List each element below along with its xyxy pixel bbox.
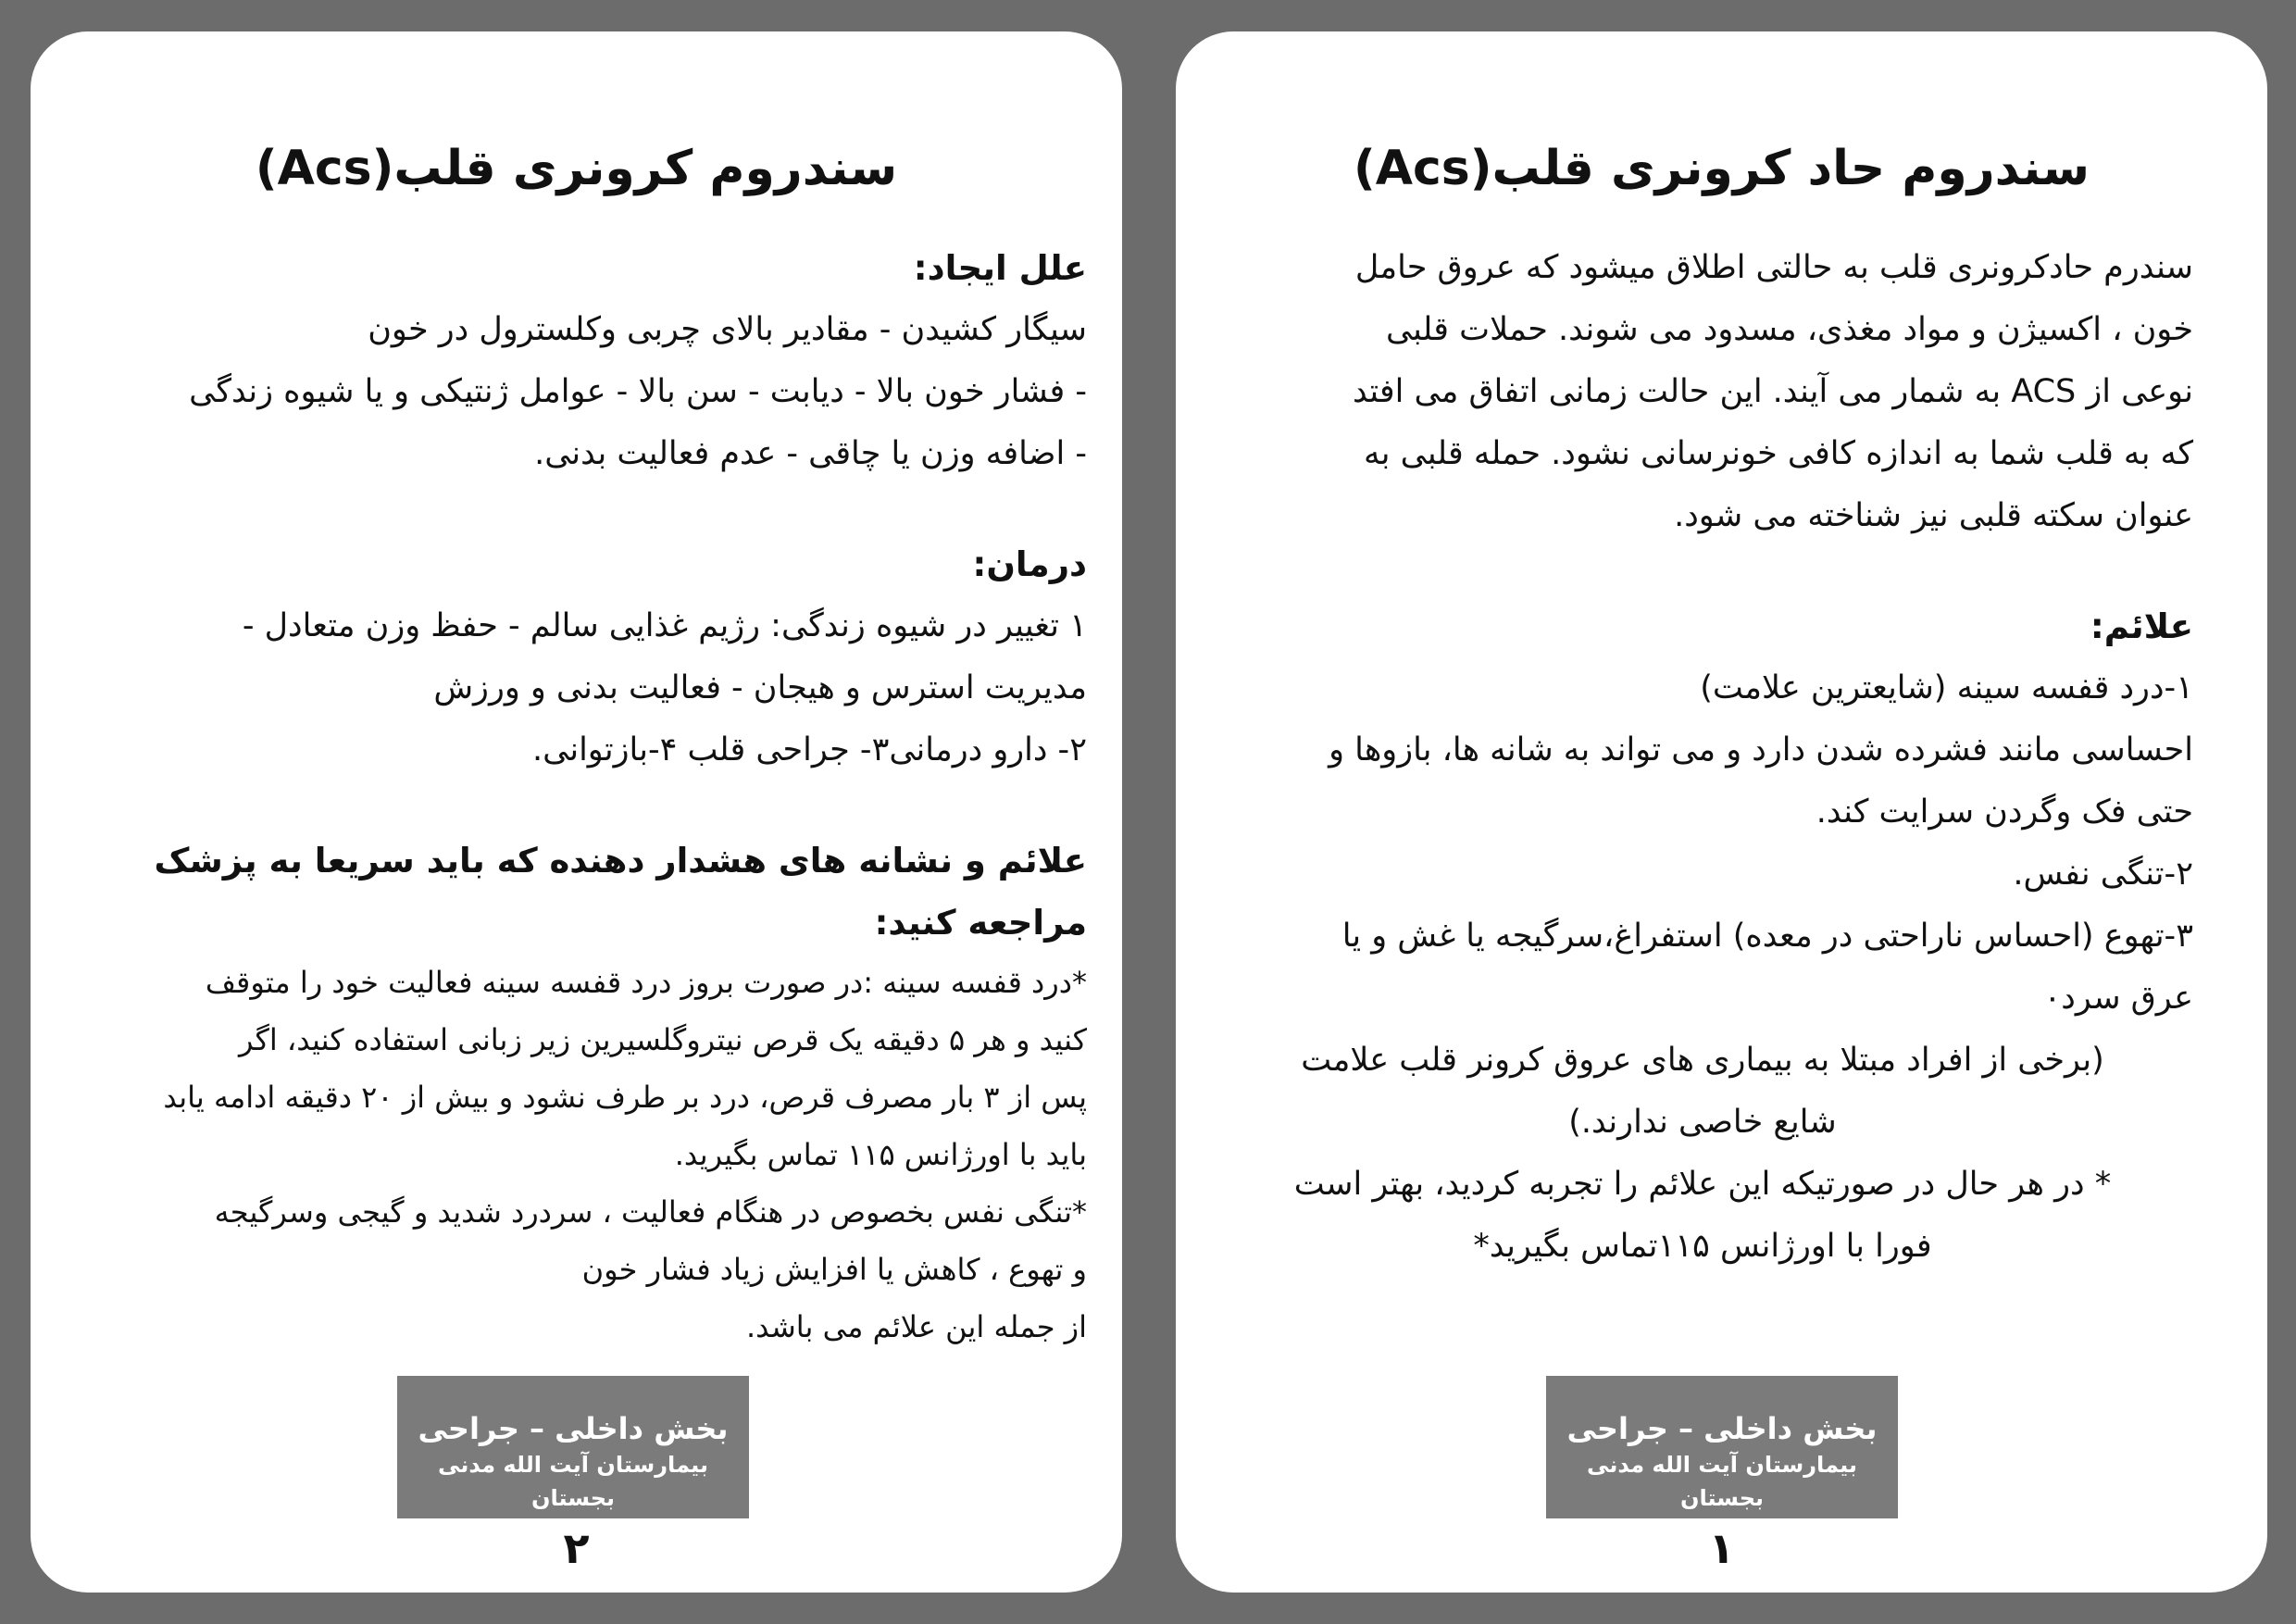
page-content — [87, 237, 1087, 1355]
warning-line: *تنگی نفس بخصوص در هنگام فعالیت ، سردرد شدید و گیجی وسرگیجه — [214, 1194, 1087, 1230]
causes-line: - فشار خون بالا - دیابت - سن بالا - عوامل ژنتیکی و یا شیوه زندگی — [189, 373, 1087, 410]
department-badge — [397, 1376, 749, 1518]
advice-line: * در هر حال در صورتیکه این علائم را تجربه کردید، بهتر است — [1293, 1166, 2112, 1203]
warning-line: و تهوع ، کاهش یا افزایش زیاد فشار خون — [581, 1252, 1087, 1287]
warning-heading: علائم و نشانه های هشدار دهنده که باید سریعا به پزشک — [154, 841, 1087, 881]
intro-line: عنوان سکته قلبی نیز شناخته می شود. — [1674, 497, 2193, 534]
causes-heading: علل ایجاد: — [913, 248, 1087, 288]
warning-line: از جمله این علائم می باشد. — [745, 1309, 1087, 1344]
symptom-line: ۱-درد قفسه سینه (شایعترین علامت) — [1700, 669, 2193, 706]
treatment-line: ۱ تغییر در شیوه زندگی: رژیم غذایی سالم - حفظ وزن متعادل - — [242, 607, 1087, 644]
department-name: بخش داخلی – جراحی — [418, 1411, 729, 1446]
symptom-line: احساسی مانند فشرده شدن دارد و می تواند به شانه ها، بازوها و — [1329, 731, 2193, 768]
intro-line: نوعی از ACS به شمار می آیند. این حالت زمانی اتفاق می افتد — [1352, 373, 2193, 410]
intro-line: خون ، اکسیژن و مواد مغذی، مسدود می شوند. حملات قلبی — [1385, 311, 2193, 348]
warning-line: پس از ۳ بار مصرف قرص، درد بر طرف نشود و بیش از ۲۰ دقیقه ادامه یابد — [163, 1080, 1087, 1115]
spacer — [87, 781, 1087, 830]
advice-line: فورا با اورژانس ۱۱۵تماس بگیرید* — [1473, 1228, 1932, 1265]
spacer — [87, 485, 1087, 533]
treatment-line: ۲- دارو درمانی۳- جراحی قلب ۴-بازتوانی. — [532, 731, 1087, 768]
symptom-note: شایع خاصی ندارند.) — [1568, 1104, 1837, 1141]
causes-line: سیگار کشیدن - مقادیر بالای چربی وکلسترول در خون — [368, 311, 1087, 348]
page-number: ۲ — [563, 1523, 590, 1573]
warning-line: *درد قفسه سینه :در صورت بروز درد قفسه سینه فعالیت خود را متوقف — [205, 965, 1087, 1000]
page-card-1 — [1176, 31, 2267, 1593]
symptom-note: (برخی از افراد مبتلا به بیماری های عروق کرونر قلب علامت — [1301, 1042, 2104, 1079]
symptom-line: ۳-تهوع (احساس ناراحتی در معده) استفراغ،سرگیجه یا غش و یا — [1341, 918, 2193, 955]
page-card-2 — [31, 31, 1122, 1593]
symptoms-heading: علائم: — [2090, 606, 2193, 646]
spacer — [1212, 547, 2193, 595]
page-title: سندروم کرونری قلب(Acs) — [255, 141, 898, 196]
warning-heading: مراجعه کنید: — [874, 903, 1087, 943]
intro-line: سندرم حادکرونری قلب به حالتی اطلاق میشود که عروق حامل — [1354, 249, 2193, 286]
department-badge — [1546, 1376, 1898, 1518]
symptom-line: عرق سرد٠ — [2043, 980, 2193, 1017]
intro-line: که به قلب شما به اندازه کافی خونرسانی نشود. حمله قلبی به — [1364, 435, 2193, 472]
hospital-name: بیمارستان آیت الله مدنی بجستان — [438, 1452, 708, 1511]
page-title: سندروم حاد کرونری قلب(Acs) — [1353, 141, 2090, 196]
symptom-line: ۲-تنگی نفس. — [2013, 856, 2193, 893]
page-number: ۱ — [1708, 1523, 1735, 1573]
treatment-line: مدیریت استرس و هیجان - فعالیت بدنی و ورزش — [433, 669, 1087, 706]
hospital-name: بیمارستان آیت الله مدنی بجستان — [1587, 1452, 1857, 1511]
department-name: بخش داخلی – جراحی — [1566, 1411, 1878, 1446]
symptom-line: حتی فک وگردن سرایت کند. — [1816, 793, 2193, 831]
treatment-heading: درمان: — [972, 544, 1087, 584]
causes-line: - اضافه وزن یا چاقی - عدم فعالیت بدنی. — [534, 435, 1087, 472]
warning-line: باید با اورژانس ۱۱۵ تماس بگیرید. — [674, 1137, 1087, 1172]
warning-line: کنید و هر ۵ دقیقه یک قرص نیتروگلسیرین زیر زبانی استفاده کنید، اگر — [238, 1022, 1087, 1057]
page-content — [1212, 237, 2193, 1278]
